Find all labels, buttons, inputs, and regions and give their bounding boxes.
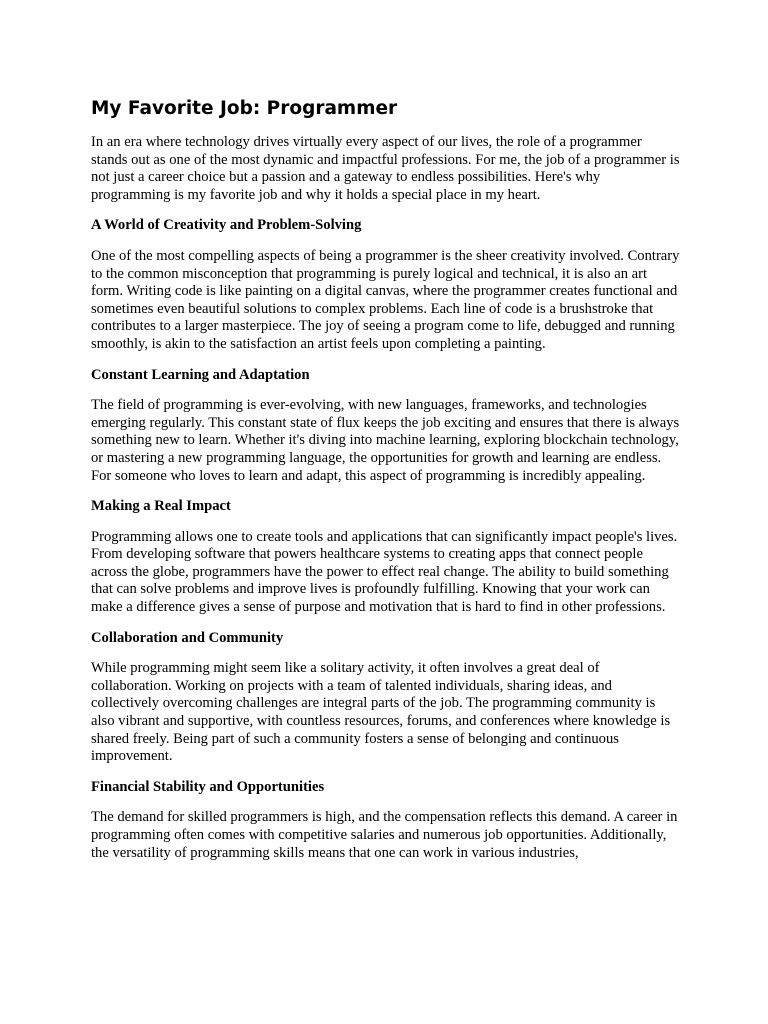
section-heading-collaboration: Collaboration and Community: [91, 629, 284, 646]
section-body-financial: The demand for skilled programmers is high, and the compensation reflects this demand. A career in programming often comes with competitive salaries and numerous job opportunities. Additionally, the versatility of programming skills means that one can work in various industries,: [91, 809, 678, 861]
section-heading-financial: Financial Stability and Opportunities: [91, 778, 325, 795]
section-body-collaboration: While programming might seem like a solitary activity, it often involves a great deal of collaboration. Working on projects with a team of talented individuals, sharing ideas, and collectively overcoming challenges are integral parts of the job. The programming community is also vibrant and supportive, with countless resources, forums, and conferences where knowledge is shared freely. Being part of such a community fosters a sense of belonging and continuous improvement.: [91, 660, 671, 765]
intro-paragraph: In an era where technology drives virtually every aspect of our lives, the role of a programmer stands out as one of the most dynamic and impactful professions. For me, the job of a programmer is not just a career choice but a passion and a gateway to endless possibilities. Here's why programming is my favorite job and why it holds a special place in my heart.: [91, 134, 680, 203]
section-heading-learning: Constant Learning and Adaptation: [91, 366, 310, 383]
section-body-creativity: One of the most compelling aspects of being a programmer is the sheer creativity involved. Contrary to the common misconception that programming is purely logical and technical, it is also an art form. Writing code is like painting on a digital canvas, where the programmer creates functional and sometimes even beautiful solutions to complex problems. Each line of code is a brushstroke that contributes to a larger masterpiece. The joy of seeing a program come to life, debugged and running smoothly, is akin to the satisfaction an artist feels upon completing a painting.: [91, 247, 680, 352]
section-heading-impact: Making a Real Impact: [91, 498, 231, 515]
section-heading-creativity: A World of Creativity and Problem-Solving: [91, 217, 362, 234]
section-body-impact: Programming allows one to create tools and applications that can significantly impact people's lives. From developing software that powers healthcare systems to creating apps that connect people across the globe, programmers have the power to effect real change. The ability to build something that can solve problems and improve lives is profoundly fulfilling. Knowing that your work can make a difference gives a sense of purpose and motivation that is hard to find in other professions.: [91, 528, 678, 616]
document-page: [91, 98, 681, 875]
document-title: My Favorite Job: Programmer: [91, 98, 398, 119]
section-body-learning: The field of programming is ever-evolving, with new languages, frameworks, and technologies emerging regularly. This constant state of flux keeps the job exciting and ensures that there is always something new to learn. Whether it's diving into machine learning, exploring blockchain technology, or mastering a new programming language, the opportunities for growth and learning are endless. For someone who loves to learn and adapt, this aspect of programming is incredibly appealing.: [91, 397, 680, 484]
